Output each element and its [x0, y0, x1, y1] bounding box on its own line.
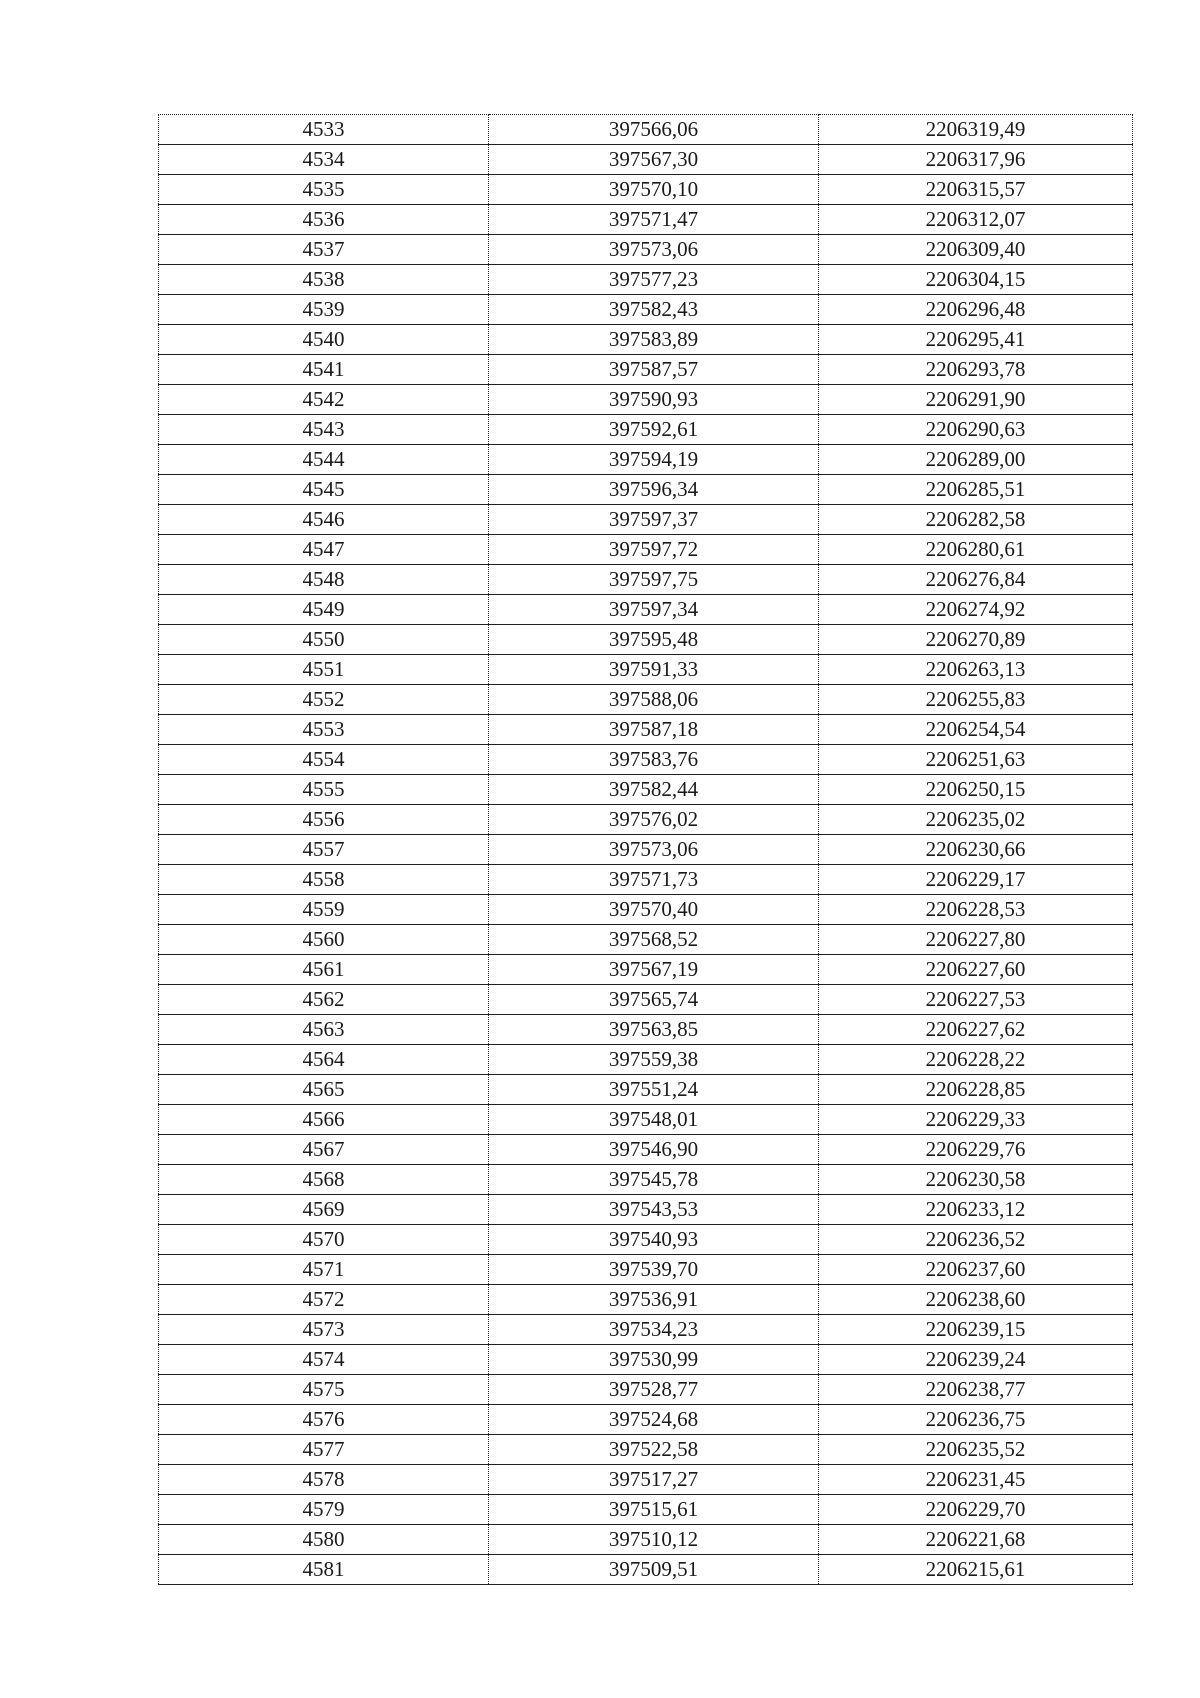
table-row: [159, 955, 1133, 985]
point-number-cell: 4573: [159, 1315, 489, 1345]
x-coordinate-cell: 397509,51: [489, 1555, 819, 1585]
coordinates-table: [158, 114, 1133, 1585]
x-coordinate-cell: 397597,37: [489, 505, 819, 535]
point-number-cell: 4576: [159, 1405, 489, 1435]
y-coordinate-cell: 2206289,00: [819, 445, 1133, 475]
point-number-cell: 4570: [159, 1225, 489, 1255]
table-row: [159, 655, 1133, 685]
table-row: [159, 985, 1133, 1015]
y-coordinate-cell: 2206254,54: [819, 715, 1133, 745]
point-number-cell: 4538: [159, 265, 489, 295]
x-coordinate-cell: 397594,19: [489, 445, 819, 475]
point-number-cell: 4580: [159, 1525, 489, 1555]
table-row: [159, 1405, 1133, 1435]
table-row: [159, 1285, 1133, 1315]
y-coordinate-cell: 2206263,13: [819, 655, 1133, 685]
x-coordinate-cell: 397595,48: [489, 625, 819, 655]
y-coordinate-cell: 2206236,52: [819, 1225, 1133, 1255]
y-coordinate-cell: 2206304,15: [819, 265, 1133, 295]
y-coordinate-cell: 2206290,63: [819, 415, 1133, 445]
table-row: [159, 355, 1133, 385]
x-coordinate-cell: 397543,53: [489, 1195, 819, 1225]
point-number-cell: 4549: [159, 595, 489, 625]
y-coordinate-cell: 2206255,83: [819, 685, 1133, 715]
point-number-cell: 4542: [159, 385, 489, 415]
y-coordinate-cell: 2206229,33: [819, 1105, 1133, 1135]
point-number-cell: 4574: [159, 1345, 489, 1375]
x-coordinate-cell: 397573,06: [489, 235, 819, 265]
y-coordinate-cell: 2206274,92: [819, 595, 1133, 625]
x-coordinate-cell: 397597,72: [489, 535, 819, 565]
x-coordinate-cell: 397534,23: [489, 1315, 819, 1345]
point-number-cell: 4563: [159, 1015, 489, 1045]
x-coordinate-cell: 397570,10: [489, 175, 819, 205]
table-row: [159, 775, 1133, 805]
x-coordinate-cell: 397545,78: [489, 1165, 819, 1195]
table-row: [159, 1375, 1133, 1405]
x-coordinate-cell: 397597,34: [489, 595, 819, 625]
y-coordinate-cell: 2206276,84: [819, 565, 1133, 595]
y-coordinate-cell: 2206315,57: [819, 175, 1133, 205]
y-coordinate-cell: 2206251,63: [819, 745, 1133, 775]
point-number-cell: 4566: [159, 1105, 489, 1135]
y-coordinate-cell: 2206237,60: [819, 1255, 1133, 1285]
table-row: [159, 1315, 1133, 1345]
x-coordinate-cell: 397522,58: [489, 1435, 819, 1465]
x-coordinate-cell: 397573,06: [489, 835, 819, 865]
point-number-cell: 4575: [159, 1375, 489, 1405]
y-coordinate-cell: 2206309,40: [819, 235, 1133, 265]
x-coordinate-cell: 397597,75: [489, 565, 819, 595]
x-coordinate-cell: 397524,68: [489, 1405, 819, 1435]
x-coordinate-cell: 397587,57: [489, 355, 819, 385]
x-coordinate-cell: 397568,52: [489, 925, 819, 955]
x-coordinate-cell: 397576,02: [489, 805, 819, 835]
table-row: [159, 1165, 1133, 1195]
table-row: [159, 625, 1133, 655]
y-coordinate-cell: 2206227,53: [819, 985, 1133, 1015]
table-row: [159, 445, 1133, 475]
x-coordinate-cell: 397590,93: [489, 385, 819, 415]
x-coordinate-cell: 397571,73: [489, 865, 819, 895]
x-coordinate-cell: 397536,91: [489, 1285, 819, 1315]
y-coordinate-cell: 2206230,66: [819, 835, 1133, 865]
x-coordinate-cell: 397587,18: [489, 715, 819, 745]
y-coordinate-cell: 2206319,49: [819, 115, 1133, 145]
point-number-cell: 4571: [159, 1255, 489, 1285]
table-row: [159, 685, 1133, 715]
point-number-cell: 4551: [159, 655, 489, 685]
y-coordinate-cell: 2206228,22: [819, 1045, 1133, 1075]
x-coordinate-cell: 397582,43: [489, 295, 819, 325]
point-number-cell: 4552: [159, 685, 489, 715]
x-coordinate-cell: 397539,70: [489, 1255, 819, 1285]
y-coordinate-cell: 2206215,61: [819, 1555, 1133, 1585]
y-coordinate-cell: 2206230,58: [819, 1165, 1133, 1195]
table-row: [159, 235, 1133, 265]
table-row: [159, 1135, 1133, 1165]
point-number-cell: 4572: [159, 1285, 489, 1315]
point-number-cell: 4557: [159, 835, 489, 865]
table-row: [159, 115, 1133, 145]
x-coordinate-cell: 397546,90: [489, 1135, 819, 1165]
coordinates-table-body: [159, 115, 1133, 1585]
point-number-cell: 4567: [159, 1135, 489, 1165]
y-coordinate-cell: 2206312,07: [819, 205, 1133, 235]
table-row: [159, 865, 1133, 895]
x-coordinate-cell: 397566,06: [489, 115, 819, 145]
point-number-cell: 4555: [159, 775, 489, 805]
y-coordinate-cell: 2206228,53: [819, 895, 1133, 925]
point-number-cell: 4544: [159, 445, 489, 475]
table-row: [159, 565, 1133, 595]
table-row: [159, 1495, 1133, 1525]
y-coordinate-cell: 2206235,52: [819, 1435, 1133, 1465]
y-coordinate-cell: 2206238,60: [819, 1285, 1133, 1315]
point-number-cell: 4539: [159, 295, 489, 325]
table-row: [159, 1465, 1133, 1495]
y-coordinate-cell: 2206227,60: [819, 955, 1133, 985]
x-coordinate-cell: 397592,61: [489, 415, 819, 445]
point-number-cell: 4568: [159, 1165, 489, 1195]
table-row: [159, 1255, 1133, 1285]
point-number-cell: 4578: [159, 1465, 489, 1495]
point-number-cell: 4541: [159, 355, 489, 385]
point-number-cell: 4581: [159, 1555, 489, 1585]
point-number-cell: 4569: [159, 1195, 489, 1225]
point-number-cell: 4547: [159, 535, 489, 565]
point-number-cell: 4543: [159, 415, 489, 445]
point-number-cell: 4564: [159, 1045, 489, 1075]
table-row: [159, 205, 1133, 235]
x-coordinate-cell: 397510,12: [489, 1525, 819, 1555]
point-number-cell: 4536: [159, 205, 489, 235]
table-row: [159, 1045, 1133, 1075]
table-row: [159, 505, 1133, 535]
table-row: [159, 805, 1133, 835]
table-row: [159, 1195, 1133, 1225]
x-coordinate-cell: 397517,27: [489, 1465, 819, 1495]
table-row: [159, 835, 1133, 865]
y-coordinate-cell: 2206229,76: [819, 1135, 1133, 1165]
table-row: [159, 715, 1133, 745]
y-coordinate-cell: 2206282,58: [819, 505, 1133, 535]
y-coordinate-cell: 2206229,17: [819, 865, 1133, 895]
y-coordinate-cell: 2206296,48: [819, 295, 1133, 325]
y-coordinate-cell: 2206238,77: [819, 1375, 1133, 1405]
point-number-cell: 4533: [159, 115, 489, 145]
table-row: [159, 745, 1133, 775]
x-coordinate-cell: 397548,01: [489, 1105, 819, 1135]
point-number-cell: 4561: [159, 955, 489, 985]
y-coordinate-cell: 2206228,85: [819, 1075, 1133, 1105]
point-number-cell: 4559: [159, 895, 489, 925]
x-coordinate-cell: 397540,93: [489, 1225, 819, 1255]
table-row: [159, 1225, 1133, 1255]
table-row: [159, 1555, 1133, 1585]
table-row: [159, 1435, 1133, 1465]
y-coordinate-cell: 2206291,90: [819, 385, 1133, 415]
table-row: [159, 595, 1133, 625]
y-coordinate-cell: 2206270,89: [819, 625, 1133, 655]
x-coordinate-cell: 397583,89: [489, 325, 819, 355]
x-coordinate-cell: 397570,40: [489, 895, 819, 925]
y-coordinate-cell: 2206231,45: [819, 1465, 1133, 1495]
y-coordinate-cell: 2206236,75: [819, 1405, 1133, 1435]
x-coordinate-cell: 397588,06: [489, 685, 819, 715]
table-row: [159, 475, 1133, 505]
y-coordinate-cell: 2206239,24: [819, 1345, 1133, 1375]
y-coordinate-cell: 2206235,02: [819, 805, 1133, 835]
point-number-cell: 4577: [159, 1435, 489, 1465]
x-coordinate-cell: 397567,30: [489, 145, 819, 175]
x-coordinate-cell: 397551,24: [489, 1075, 819, 1105]
table-row: [159, 265, 1133, 295]
point-number-cell: 4546: [159, 505, 489, 535]
x-coordinate-cell: 397571,47: [489, 205, 819, 235]
table-row: [159, 295, 1133, 325]
y-coordinate-cell: 2206227,80: [819, 925, 1133, 955]
y-coordinate-cell: 2206293,78: [819, 355, 1133, 385]
point-number-cell: 4560: [159, 925, 489, 955]
x-coordinate-cell: 397567,19: [489, 955, 819, 985]
point-number-cell: 4556: [159, 805, 489, 835]
point-number-cell: 4545: [159, 475, 489, 505]
y-coordinate-cell: 2206250,15: [819, 775, 1133, 805]
point-number-cell: 4535: [159, 175, 489, 205]
y-coordinate-cell: 2206233,12: [819, 1195, 1133, 1225]
x-coordinate-cell: 397591,33: [489, 655, 819, 685]
table-row: [159, 1015, 1133, 1045]
table-row: [159, 925, 1133, 955]
table-row: [159, 325, 1133, 355]
y-coordinate-cell: 2206221,68: [819, 1525, 1133, 1555]
point-number-cell: 4548: [159, 565, 489, 595]
x-coordinate-cell: 397583,76: [489, 745, 819, 775]
table-row: [159, 1345, 1133, 1375]
y-coordinate-cell: 2206285,51: [819, 475, 1133, 505]
x-coordinate-cell: 397577,23: [489, 265, 819, 295]
x-coordinate-cell: 397596,34: [489, 475, 819, 505]
x-coordinate-cell: 397563,85: [489, 1015, 819, 1045]
point-number-cell: 4553: [159, 715, 489, 745]
table-row: [159, 175, 1133, 205]
x-coordinate-cell: 397528,77: [489, 1375, 819, 1405]
y-coordinate-cell: 2206239,15: [819, 1315, 1133, 1345]
point-number-cell: 4540: [159, 325, 489, 355]
table-row: [159, 145, 1133, 175]
table-row: [159, 535, 1133, 565]
x-coordinate-cell: 397530,99: [489, 1345, 819, 1375]
point-number-cell: 4579: [159, 1495, 489, 1525]
y-coordinate-cell: 2206317,96: [819, 145, 1133, 175]
point-number-cell: 4537: [159, 235, 489, 265]
point-number-cell: 4554: [159, 745, 489, 775]
point-number-cell: 4550: [159, 625, 489, 655]
point-number-cell: 4558: [159, 865, 489, 895]
table-row: [159, 1525, 1133, 1555]
table-row: [159, 415, 1133, 445]
x-coordinate-cell: 397515,61: [489, 1495, 819, 1525]
y-coordinate-cell: 2206280,61: [819, 535, 1133, 565]
point-number-cell: 4562: [159, 985, 489, 1015]
y-coordinate-cell: 2206227,62: [819, 1015, 1133, 1045]
table-row: [159, 895, 1133, 925]
table-row: [159, 385, 1133, 415]
point-number-cell: 4565: [159, 1075, 489, 1105]
y-coordinate-cell: 2206229,70: [819, 1495, 1133, 1525]
x-coordinate-cell: 397565,74: [489, 985, 819, 1015]
table-row: [159, 1105, 1133, 1135]
point-number-cell: 4534: [159, 145, 489, 175]
x-coordinate-cell: 397559,38: [489, 1045, 819, 1075]
y-coordinate-cell: 2206295,41: [819, 325, 1133, 355]
table-row: [159, 1075, 1133, 1105]
x-coordinate-cell: 397582,44: [489, 775, 819, 805]
